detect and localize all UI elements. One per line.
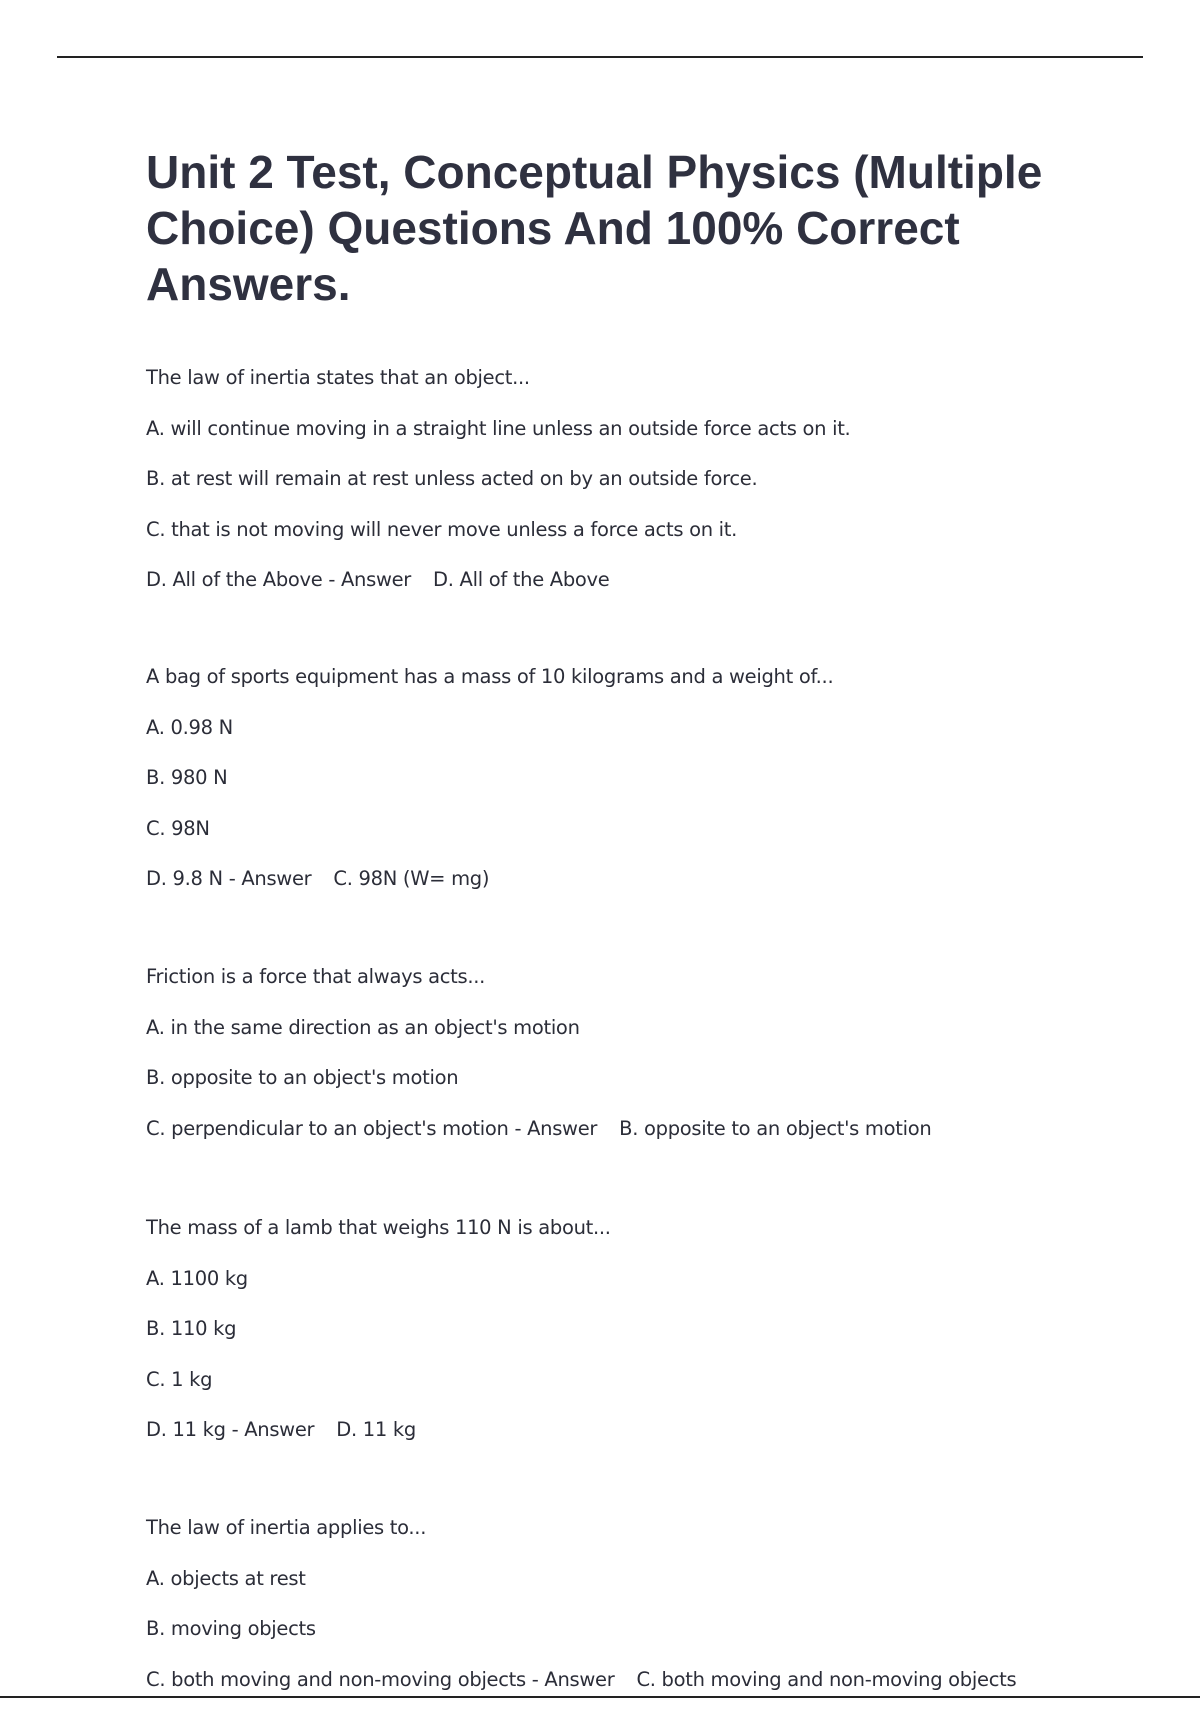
correct-answer: C. both moving and non-moving objects xyxy=(636,1668,1016,1691)
option-a: A. 1100 kg xyxy=(146,1267,1146,1318)
answer-line xyxy=(146,1668,1146,1718)
option-d: D. 11 kg - Answer xyxy=(146,1418,314,1441)
option-a: A. will continue moving in a straight line unless an outside force acts on it. xyxy=(146,417,1146,468)
option-a: A. objects at rest xyxy=(146,1567,1146,1618)
option-a: A. in the same direction as an object's motion xyxy=(146,1016,1146,1067)
question-block-1 xyxy=(146,366,1146,619)
question-block-5 xyxy=(146,1516,1146,1718)
question-text: The mass of a lamb that weighs 110 N is about... xyxy=(146,1216,1146,1267)
question-block-3 xyxy=(146,965,1146,1167)
option-c: C. 1 kg xyxy=(146,1368,1146,1419)
correct-answer: D. All of the Above xyxy=(433,568,609,591)
option-c: C. that is not moving will never move unless a force acts on it. xyxy=(146,518,1146,569)
top-divider xyxy=(57,56,1143,58)
correct-answer: B. opposite to an object's motion xyxy=(619,1117,931,1140)
option-b: B. 110 kg xyxy=(146,1317,1146,1368)
answer-line xyxy=(146,867,1146,918)
option-b: B. 980 N xyxy=(146,766,1146,817)
question-text: Friction is a force that always acts... xyxy=(146,965,1146,1016)
option-c: C. 98N xyxy=(146,817,1146,868)
answer-line xyxy=(146,1117,1146,1168)
question-block-2 xyxy=(146,665,1146,918)
option-c: C. perpendicular to an object's motion - Answer xyxy=(146,1117,597,1140)
option-c: C. both moving and non-moving objects - Answer xyxy=(146,1668,614,1691)
option-d: D. All of the Above - Answer xyxy=(146,568,411,591)
option-a: A. 0.98 N xyxy=(146,716,1146,767)
question-text: A bag of sports equipment has a mass of 10 kilograms and a weight of... xyxy=(146,665,1146,716)
document-title: Unit 2 Test, Conceptual Physics (Multiple Choice) Questions And 100% Correct Answers. xyxy=(146,144,1106,312)
question-text: The law of inertia applies to... xyxy=(146,1516,1146,1567)
correct-answer: D. 11 kg xyxy=(336,1418,416,1441)
question-block-4 xyxy=(146,1216,1146,1469)
question-text: The law of inertia states that an object... xyxy=(146,366,1146,417)
option-b: B. at rest will remain at rest unless acted on by an outside force. xyxy=(146,467,1146,518)
bottom-divider xyxy=(0,1696,1200,1698)
option-b: B. moving objects xyxy=(146,1617,1146,1668)
answer-line xyxy=(146,568,1146,619)
correct-answer: C. 98N (W= mg) xyxy=(333,867,489,890)
option-d: D. 9.8 N - Answer xyxy=(146,867,311,890)
answer-line xyxy=(146,1418,1146,1469)
option-b: B. opposite to an object's motion xyxy=(146,1066,1146,1117)
